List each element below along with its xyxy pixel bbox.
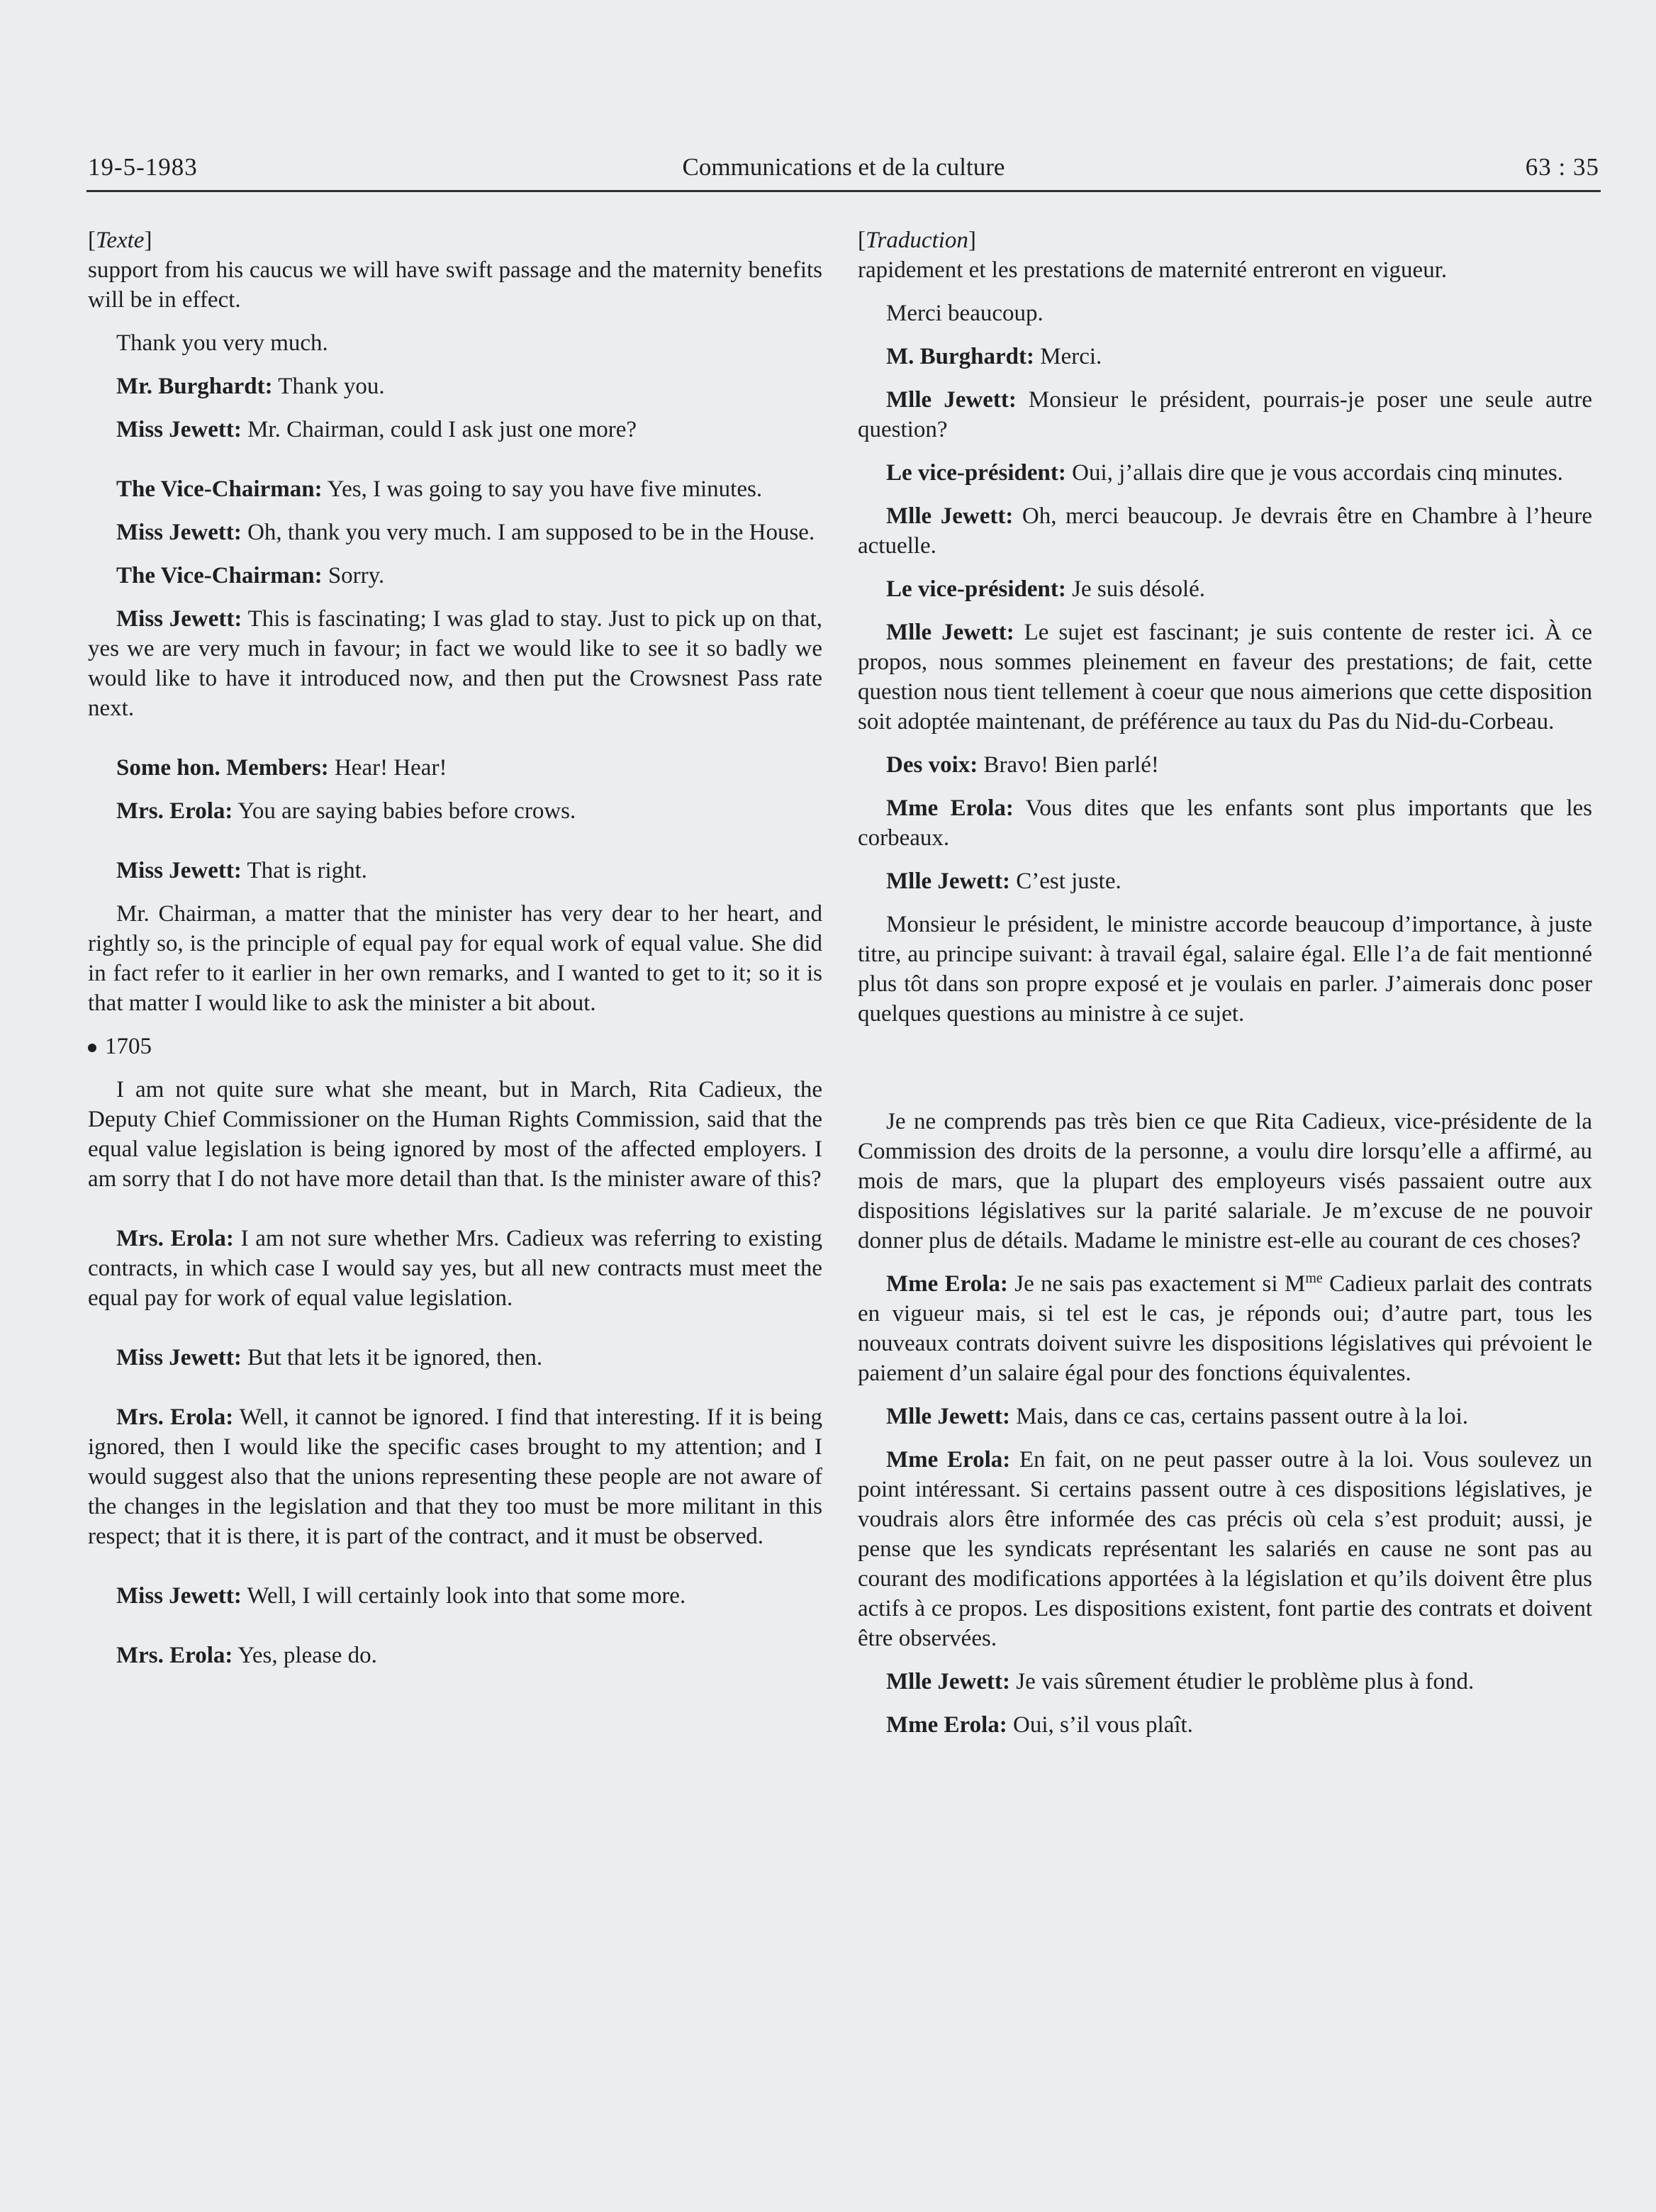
speaker-name: Mrs. Erola: xyxy=(116,1643,233,1668)
speaker-name: Mrs. Erola: xyxy=(116,798,233,824)
speech: Le vice-président: Oui, j’allais dire que je vous accordais cinq minutes. xyxy=(886,460,1563,486)
speaker-name: The Vice-Chairman: xyxy=(116,563,323,588)
speaker-name: Mlle Jewett: xyxy=(886,503,1014,529)
speaker-name: Mlle Jewett: xyxy=(886,620,1014,645)
speaker-name: Mrs. Erola: xyxy=(116,1226,234,1251)
paragraph: support from his caucus we will have swift passage and the maternity benefits will be in effect. xyxy=(88,257,822,313)
header-page-number: 63 : 35 xyxy=(1525,153,1599,181)
speech: Le vice-président: Je suis désolé. xyxy=(886,576,1206,602)
speaker-name: Mr. Burghardt: xyxy=(116,374,273,399)
speaker-name: M. Burghardt: xyxy=(886,344,1034,369)
speech: Mme Erola: Je ne sais pas exactement si $M^{me}$ Cadieux parlait des contrats en vigueur mais, si tel est le cas, je réponds oui; d’autre part, tous les nouveaux contrats doivent suivre les dispositions législatives qui prévoient le paiement d’un salaire égal pour des fonctions équivalentes. xyxy=(858,1270,1592,1386)
paragraph: rapidement et les prestations de maternité entreront en vigueur. xyxy=(858,257,1448,283)
paragraph: Mr. Chairman, a matter that the minister has very dear to her heart, and rightly so, is the principle of equal pay for equal work of equal value. She did in fact refer to it earlier in her own remarks, and I wanted to get to it; so it is that matter I would like to ask the minister a bit about. xyxy=(88,901,822,1016)
bullet-icon xyxy=(88,1044,96,1052)
speaker-name: Mlle Jewett: xyxy=(886,387,1017,413)
speech: Mrs. Erola: You are saying babies before crows. xyxy=(116,798,576,824)
speaker-name: Miss Jewett: xyxy=(116,520,242,545)
english-column xyxy=(88,225,822,1684)
speaker-name: Mrs. Erola: xyxy=(116,1404,234,1430)
speaker-name: Mme Erola: xyxy=(886,795,1014,821)
french-column xyxy=(858,225,1592,1753)
speaker-name: Miss Jewett: xyxy=(116,1583,242,1609)
paragraph: Merci beaucoup. xyxy=(886,301,1044,326)
speech: Some hon. Members: Hear! Hear! xyxy=(116,755,447,781)
speech: Mr. Burghardt: Thank you. xyxy=(116,374,385,399)
speech: Miss Jewett: Well, I will certainly look into that some more. xyxy=(116,1583,686,1609)
speech: Miss Jewett: This is fascinating; I was glad to stay. Just to pick up on that, yes we are very much in favour; in fact we would like to see it so badly we would like to have it introduced now, and then put the Crowsnest Pass rate next. xyxy=(88,606,823,721)
paragraph: Monsieur le président, le ministre accorde beaucoup d’importance, à juste titre, au principe suivant: à travail égal, salaire égal. Elle l’a de fait mentionné plus tôt dans son propre exposé et je voulais en parler. J’aimerais donc poser quelques questions au ministre à ce sujet. xyxy=(858,912,1592,1027)
speech: Miss Jewett: Oh, thank you very much. I am supposed to be in the House. xyxy=(116,520,815,545)
speech: Mlle Jewett: Je vais sûrement étudier le problème plus à fond. xyxy=(886,1669,1475,1694)
speaker-name: Mlle Jewett: xyxy=(886,1404,1010,1429)
section-tag: [Traduction] xyxy=(858,228,976,253)
speech: The Vice-Chairman: Sorry. xyxy=(116,563,385,588)
speech: M. Burghardt: Merci. xyxy=(886,344,1102,369)
speech: Des voix: Bravo! Bien parlé! xyxy=(886,752,1159,778)
section-tag: [Texte] xyxy=(88,228,152,253)
paragraph: I am not quite sure what she meant, but in March, Rita Cadieux, the Deputy Chief Commissioner on the Human Rights Commission, said that the equal value legislation is being ignored by most of the affected employers. I am sorry that I do not have more detail than that. Is the minister aware of this? xyxy=(88,1077,822,1192)
speech: Mrs. Erola: Well, it cannot be ignored. I find that interesting. If it is being ignored, then I would like the specific cases brought to my attention; and I would suggest also that the unions representing these people are not aware of the changes in the legislation and that they too must be more militant in this respect; that it is there, it is part of the contract, and it must be observed. xyxy=(88,1404,823,1549)
paragraph: Je ne comprends pas très bien ce que Rita Cadieux, vice-présidente de la Commission des droits de la personne, a voulu dire lorsqu’elle a affirmé, au mois de mars, que la plupart des employeurs visés passaient outre aux dispositions législatives sur la parité salariale. Je m’excuse de ne pouvoir donner plus de détails. Madame le ministre est-elle au courant de ces choses? xyxy=(858,1109,1592,1253)
speech: Mrs. Erola: I am not sure whether Mrs. Cadieux was referring to existing contracts, in which case I would say yes, but all new contracts must meet the equal pay for work of equal value legislation. xyxy=(88,1226,822,1311)
speaker-name: Des voix: xyxy=(886,752,978,778)
speaker-name: The Vice-Chairman: xyxy=(116,476,323,502)
speech: Mlle Jewett: Monsieur le président, pourrais-je poser une seule autre question? xyxy=(858,387,1592,442)
speaker-name: Miss Jewett: xyxy=(116,417,242,442)
speech: Miss Jewett: That is right. xyxy=(116,858,368,883)
speech: Mlle Jewett: Mais, dans ce cas, certains passent outre à la loi. xyxy=(886,1404,1469,1429)
header-rule xyxy=(86,190,1601,192)
header-title: Communications et de la culture xyxy=(682,153,1005,181)
page-header xyxy=(88,153,1599,196)
speaker-name: Some hon. Members: xyxy=(116,755,329,781)
speech: Miss Jewett: But that lets it be ignored, then. xyxy=(116,1345,543,1370)
speech: Mme Erola: En fait, on ne peut passer outre à la loi. Vous soulevez un point intéressant. Si certains passent outre à ces dispositions législatives, je voudrais alors être informée des cas précis où cela s’est produit; aussi, je pense que les syndicats représentant les salariés en cause ne sont pas au courant des modifications apportées à la législation et qu’ils doivent être plus actifs à ce propos. Les dispositions existent, font partie des contrats et doivent être observées. xyxy=(858,1447,1592,1651)
speaker-name: Mlle Jewett: xyxy=(886,1669,1010,1694)
speaker-name: Mme Erola: xyxy=(886,1271,1008,1297)
speech: Miss Jewett: Mr. Chairman, could I ask just one more? xyxy=(116,417,637,442)
speaker-name: Mlle Jewett: xyxy=(886,868,1010,894)
speaker-name: Le vice-président: xyxy=(886,460,1066,486)
speaker-name: Mme Erola: xyxy=(886,1712,1007,1738)
time-marker: 1705 xyxy=(88,1032,822,1061)
speech: Mme Erola: Vous dites que les enfants sont plus importants que les corbeaux. xyxy=(858,795,1592,851)
speech: The Vice-Chairman: Yes, I was going to say you have five minutes. xyxy=(116,476,763,502)
speech: Mme Erola: Oui, s’il vous plaît. xyxy=(886,1712,1193,1738)
speaker-name: Mme Erola: xyxy=(886,1447,1011,1473)
paragraph: Thank you very much. xyxy=(116,330,328,356)
speech: Mlle Jewett: C’est juste. xyxy=(886,868,1121,894)
speaker-name: Le vice-président: xyxy=(886,576,1066,602)
header-date: 19-5-1983 xyxy=(88,153,198,181)
speech: Mrs. Erola: Yes, please do. xyxy=(116,1643,377,1668)
speaker-name: Miss Jewett: xyxy=(116,606,242,632)
speaker-name: Miss Jewett: xyxy=(116,1345,242,1370)
speech: Mlle Jewett: Oh, merci beaucoup. Je devrais être en Chambre à l’heure actuelle. xyxy=(858,503,1592,559)
speaker-name: Miss Jewett: xyxy=(116,858,242,883)
speech: Mlle Jewett: Le sujet est fascinant; je suis contente de rester ici. À ce propos, nous sommes pleinement en faveur des prestations; de fait, cette question nous tient tellement à coeur que nous aimerions que cette disposition soit adoptée maintenant, de préférence au taux du Pas du Nid-du-Corbeau. xyxy=(858,620,1592,734)
